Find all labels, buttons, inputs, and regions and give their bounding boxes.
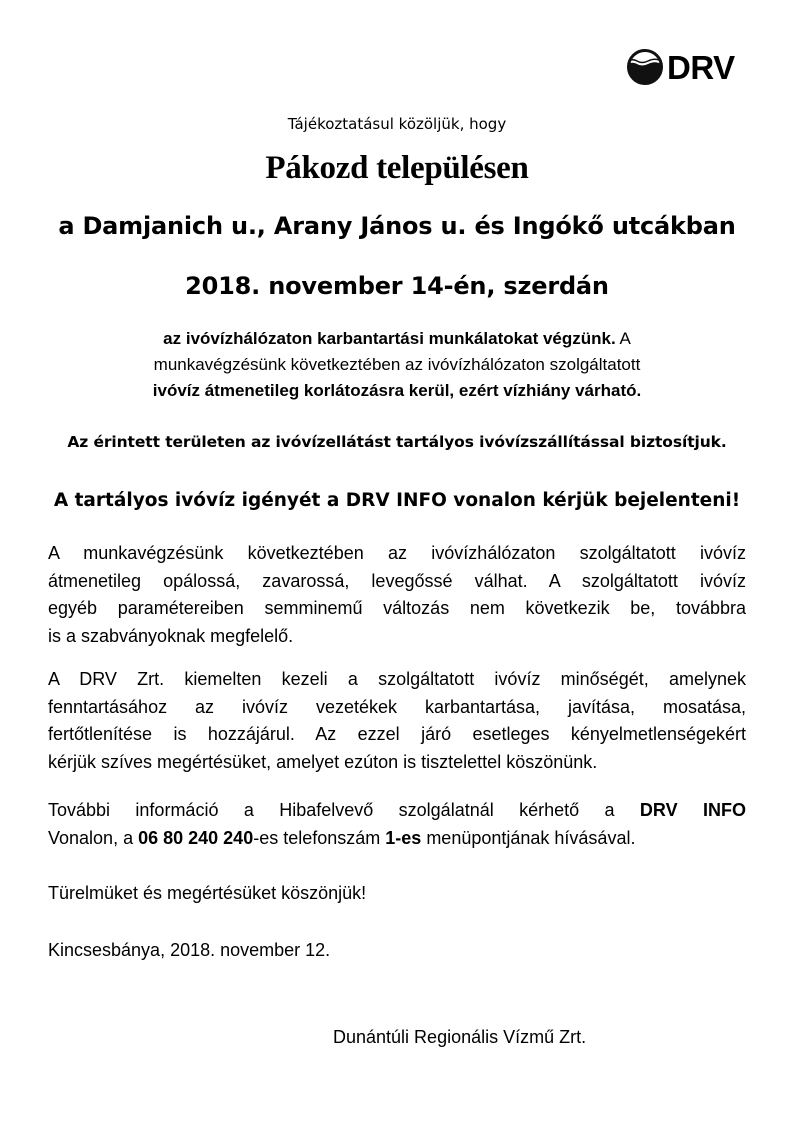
info-text: Vonalon, a [48,827,139,848]
notice-line-1 [0,326,794,352]
notice-line-2: munkavégzésünk következtében az ivóvízhálózaton szolgáltatott [153,355,641,374]
paragraph-line: fertőtlenítése is hozzájárul. Az ezzel járó esetleges kényelmetlenségekért [48,724,746,744]
info-text: További információ a Hibafelvevő szolgálatnál kérhető a [48,800,640,820]
paragraph-line [48,797,746,825]
date-heading: 2018. november 14-én, szerdán [185,272,609,300]
phone-number: 06 80 240 240 [138,827,254,848]
streets-heading: a Damjanich u., Arany János u. és Ingókő utcákban [58,212,736,240]
supply-notice: Az érintett területen az ivóvízellátást tartályos ivóvízszállítással biztosítjuk. [67,433,727,451]
notice-text: A [615,329,631,348]
info-text: -es telefonszám [253,827,386,848]
paragraph-line: kérjük szíves megértésüket, amelyet ezúton is tisztelettel köszönünk. [48,751,598,772]
request-notice: A tartályos ivóvíz igényét a DRV INFO vonalon kérjük bejelenteni! [53,490,741,511]
place-date: Kincsesbánya, 2018. november 12. [48,940,331,960]
info-text: menüpontjának hívásával. [421,827,636,848]
thanks-text: Türelmüket és megértésüket köszönjük! [48,883,367,903]
notice-bold: ivóvíz átmenetileg korlátozásra kerül, ezért vízhiány várható. [152,381,642,400]
maintenance-paragraph [48,666,746,776]
paragraph-line: A munkavégzésünk következtében az ivóvízhálózaton szolgáltatott ivóvíz [48,543,746,563]
logo-text: DRV [667,48,735,86]
paragraph-line: egyéb paramétereiben semminemű változás nem következik be, továbbra [48,598,746,618]
quality-paragraph [48,540,746,650]
notice-line-3 [0,378,794,404]
paragraph-line: fenntartásához az ivóvíz vezetékek karbantartása, javítása, mosatása, [48,696,746,717]
signature: Dunántúli Regionális Vízmű Zrt. [333,1027,587,1047]
drv-logo [626,47,735,87]
drv-water-globe-icon [626,48,664,86]
menu-option: 1-es [385,827,422,848]
paragraph-line: is a szabványoknak megfelelő. [48,625,294,646]
drv-info-bold: DRV INFO [639,800,746,820]
paragraph-line: átmenetileg opálossá, zavarossá, levegőssé válhat. A szolgáltatott ivóvíz [48,570,746,591]
intro-text: Tájékoztatásul közöljük, hogy [287,115,507,133]
paragraph-line: A DRV Zrt. kiemelten kezeli a szolgáltatott ivóvíz minőségét, amelynek [48,669,746,689]
paragraph-line [48,825,746,853]
page-title: Pákozd településen [265,150,529,186]
notice-bold: az ivóvízhálózaton karbantartási munkálatokat végzünk. [163,329,616,348]
info-paragraph [48,797,746,852]
